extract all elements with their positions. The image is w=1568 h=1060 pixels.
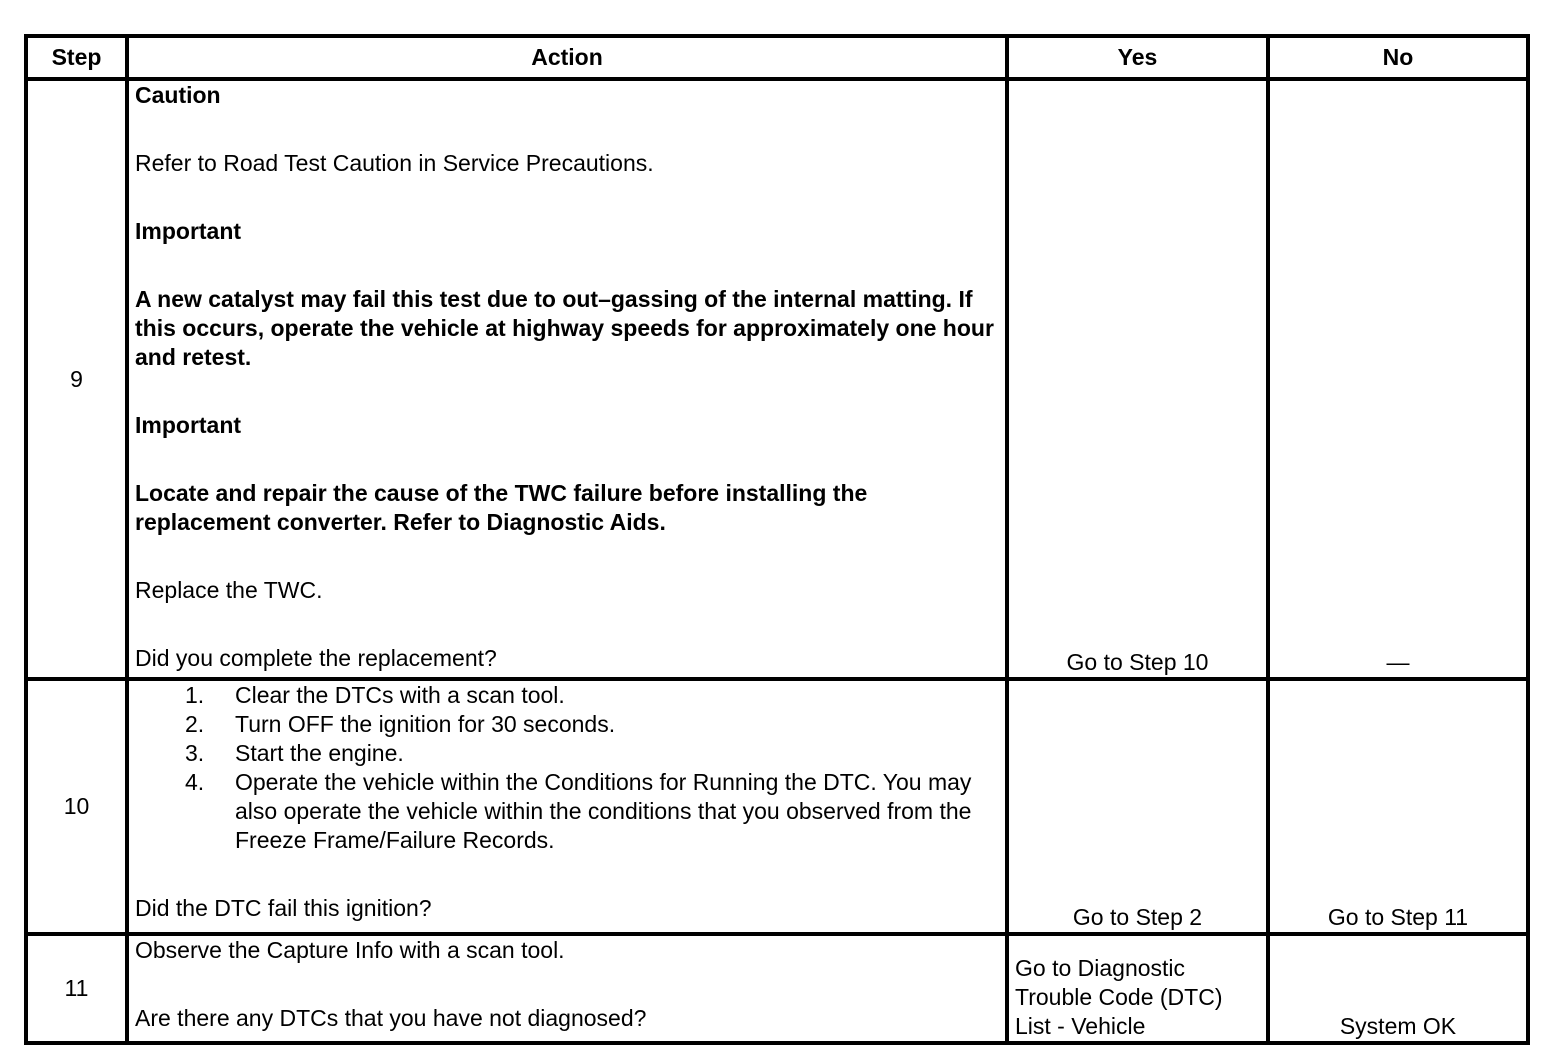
question-text: Did you complete the replacement? bbox=[135, 645, 497, 671]
table-row bbox=[26, 934, 1528, 1043]
spacer bbox=[135, 110, 999, 149]
important-heading: Important bbox=[135, 412, 242, 438]
list-text: Start the engine. bbox=[235, 740, 404, 766]
spacer bbox=[135, 855, 999, 894]
list-item bbox=[135, 710, 999, 739]
list-number: 3. bbox=[185, 740, 205, 766]
step-number: 9 bbox=[26, 79, 127, 679]
yes-result: Go to Diagnostic Trouble Code (DTC) List - Vehicle bbox=[1007, 934, 1268, 1043]
spacer bbox=[135, 178, 999, 217]
step-number: 10 bbox=[26, 679, 127, 934]
list-number: 2. bbox=[185, 711, 205, 737]
important-text: A new catalyst may fail this test due to out–gassing of the internal matting. If this occurs, operate the vehicle at highway speeds for approximately one hour and retest. bbox=[135, 286, 994, 370]
instruction-text: Replace the TWC. bbox=[135, 577, 323, 603]
header-action: Action bbox=[127, 36, 1007, 79]
list-item bbox=[135, 681, 999, 710]
action-cell bbox=[127, 79, 1007, 679]
instruction-text: Observe the Capture Info with a scan tool. bbox=[135, 937, 565, 963]
yes-result: Go to Step 2 bbox=[1007, 679, 1268, 934]
table-row bbox=[26, 679, 1528, 934]
question-text: Are there any DTCs that you have not diagnosed? bbox=[135, 1005, 647, 1031]
no-result: Go to Step 11 bbox=[1268, 679, 1528, 934]
action-cell bbox=[127, 679, 1007, 934]
procedure-list bbox=[135, 681, 999, 855]
diagnostic-procedure-table bbox=[24, 34, 1530, 1045]
list-text: Turn OFF the ignition for 30 seconds. bbox=[235, 711, 616, 737]
list-item bbox=[135, 768, 999, 855]
list-number: 4. bbox=[185, 769, 205, 795]
no-result: System OK bbox=[1268, 934, 1528, 1043]
list-text: Operate the vehicle within the Conditions for Running the DTC. You may also operate the vehicle within the conditions that you observed from the Freeze Frame/Failure Records. bbox=[235, 769, 972, 853]
header-no: No bbox=[1268, 36, 1528, 79]
spacer bbox=[135, 246, 999, 285]
caution-text: Refer to Road Test Caution in Service Precautions. bbox=[135, 150, 654, 176]
list-number: 1. bbox=[185, 682, 205, 708]
caution-heading: Caution bbox=[135, 82, 221, 108]
spacer bbox=[135, 372, 999, 411]
table-row bbox=[26, 79, 1528, 679]
yes-result: Go to Step 10 bbox=[1007, 79, 1268, 679]
spacer bbox=[135, 605, 999, 644]
table-header-row bbox=[26, 36, 1528, 79]
spacer bbox=[135, 440, 999, 479]
spacer bbox=[135, 537, 999, 576]
no-result: — bbox=[1268, 79, 1528, 679]
action-cell bbox=[127, 934, 1007, 1043]
list-text: Clear the DTCs with a scan tool. bbox=[235, 682, 565, 708]
header-yes: Yes bbox=[1007, 36, 1268, 79]
question-text: Did the DTC fail this ignition? bbox=[135, 895, 432, 921]
step-number: 11 bbox=[26, 934, 127, 1043]
header-step: Step bbox=[26, 36, 127, 79]
list-item bbox=[135, 739, 999, 768]
important-text: Locate and repair the cause of the TWC failure before installing the replacement converter. Refer to Diagnostic Aids. bbox=[135, 480, 868, 535]
spacer bbox=[135, 965, 999, 1004]
important-heading: Important bbox=[135, 218, 242, 244]
